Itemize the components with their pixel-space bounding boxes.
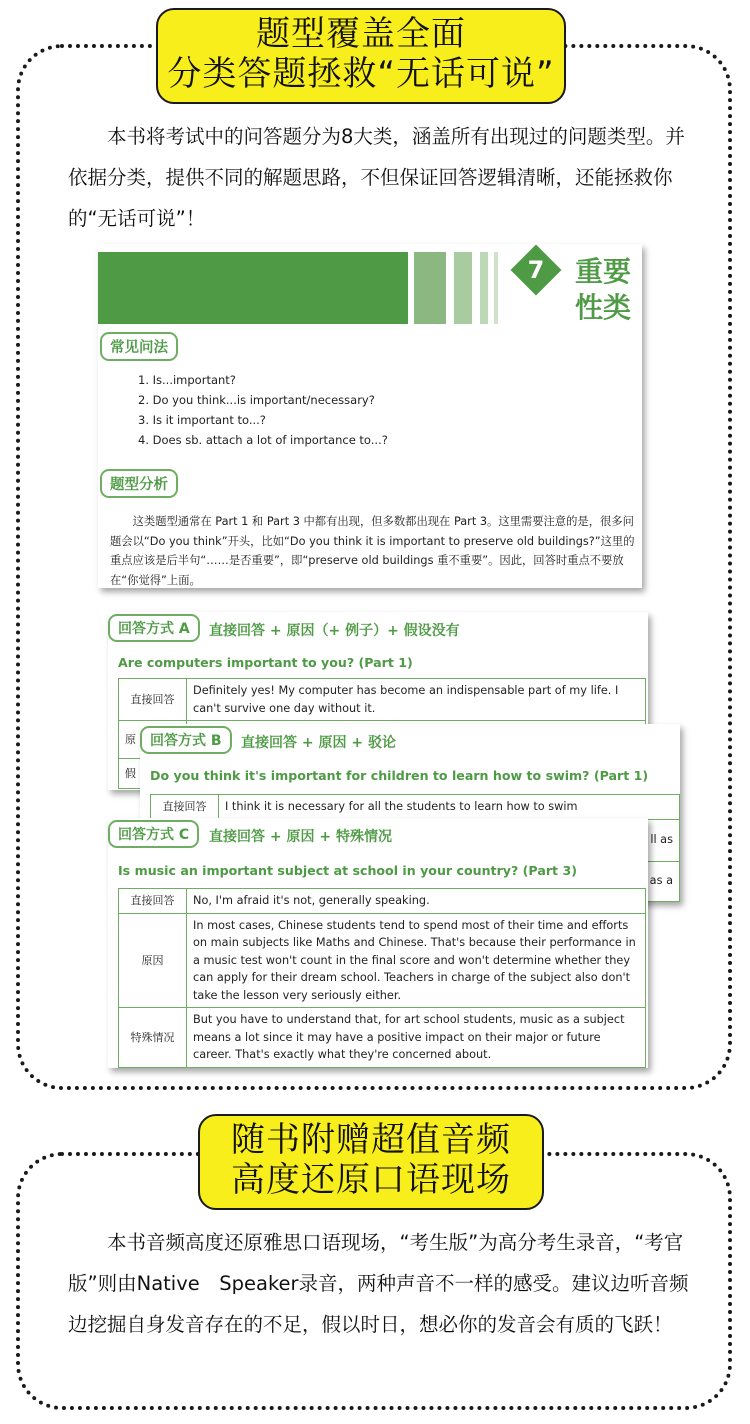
- row-text: ll as: [219, 819, 680, 861]
- list-item: 4. Does sb. attach a lot of importance to...?: [138, 433, 388, 447]
- answer-table: [118, 888, 646, 1068]
- row-label: 原: [119, 721, 187, 759]
- list-item: 1. Is...important?: [138, 373, 236, 387]
- banner-line: 分类答题拯救“无话可说”: [167, 54, 555, 94]
- table-row: [151, 795, 680, 820]
- list-item: 3. Is it important to...?: [138, 413, 266, 427]
- row-text: But you have to understand that, for art school students, music as a subject means a lot since it may have a positive impact on their major or future career. That's exactly what they're concerned about.: [187, 1008, 646, 1068]
- row-label: 特殊情况: [119, 1008, 187, 1068]
- chapter-title-line: 重要: [574, 255, 631, 288]
- header-bar: [98, 252, 408, 324]
- intro-text: 本书将考试中的问答题分为8大类，涵盖所有出现过的问题类型。并依据分类，提供不同的解题思路，不但保证回答逻辑清晰，还能拯救你的“无话可说”！: [68, 125, 685, 230]
- row-text: Definitely yes! My computer has become an indispensable part of my life. I can't survive one day without it.: [187, 679, 646, 721]
- table-row: [119, 1008, 646, 1068]
- chapter-number: 7: [527, 256, 545, 284]
- intro-text: 本书音频高度还原雅思口语现场，“考生版”为高分考生录音，“考官版”则由Native Speaker录音，两种声音不一样的感受。建议边听音频边挖掘自身发音存在的不足，假以时日，想必你的发音会有质的飞跃！: [68, 1231, 689, 1336]
- sample-question: Is music an important subject at school in your country? (Part 3): [118, 863, 577, 878]
- header-stripe: [480, 252, 488, 324]
- section-banner-bottom: [198, 1114, 544, 1210]
- header-stripe: [414, 252, 446, 324]
- row-label: 假: [119, 759, 187, 789]
- answer-card-c: [108, 818, 648, 1068]
- banner-line: 高度还原口语现场: [231, 1160, 511, 1200]
- book-page-sample: [98, 244, 642, 588]
- row-text: No, I'm afraid it's not, generally speaking.: [187, 889, 646, 914]
- row-label: 直接回答: [119, 889, 187, 914]
- common-questions-tag: 常见问法: [100, 332, 178, 361]
- row-text: I think it is necessary for all the students to learn how to swim: [219, 795, 680, 820]
- intro-paragraph-bottom: [68, 1222, 698, 1345]
- list-item: 2. Do you think...is important/necessary?: [138, 393, 375, 407]
- section-banner-top: [156, 8, 566, 104]
- chapter-title-line: 性类: [574, 291, 631, 324]
- row-label: 直接回答: [151, 795, 219, 820]
- table-row: [119, 913, 646, 1008]
- analysis-tag: 题型分析: [100, 469, 178, 498]
- sample-question: Do you think it's important for children to learn how to swim? (Part 1): [150, 768, 649, 783]
- header-stripe: [454, 252, 472, 324]
- row-text: In most cases, Chinese students tend to spend most of their time and efforts on main subjects like Maths and Chinese. That's because their performance in a music test won't count in the final score and won't determine whether they can apply for their dream school. Teachers in charge of the subject also don't take the lesson very seriously either.: [187, 913, 646, 1008]
- banner-line: 随书附赠超值音频: [231, 1120, 511, 1160]
- answer-method-heading: 直接回答 + 原因 + 特殊情况: [209, 829, 392, 845]
- table-row: [119, 679, 646, 721]
- banner-line: 题型覆盖全面: [256, 14, 466, 54]
- analysis-text: 这类题型通常在 Part 1 和 Part 3 中都有出现，但多数都出现在 Part 3。这里需要注意的是，很多问题会以“Do you think”开头，比如“Do you think it is important to preserve old buildings?”这里的重点应该是后半句“……是否重要”，即“preserve old buildings 重不重要”。因此，回答时重点不要放在“你觉得”上面。: [110, 515, 635, 587]
- sample-question: Are computers important to you? (Part 1): [118, 655, 413, 670]
- row-label: 直接回答: [119, 679, 187, 721]
- row-label: 原因: [119, 913, 187, 1008]
- answer-method-tag: 回答方式 B: [140, 726, 232, 754]
- question-list: [138, 370, 388, 450]
- answer-method-heading: 直接回答 + 原因（+ 例子）+ 假设没有: [209, 623, 460, 639]
- row-text: as a: [219, 861, 680, 901]
- header-stripe: [494, 252, 498, 324]
- answer-method-tag: 回答方式 C: [108, 820, 199, 848]
- answer-method-heading: 直接回答 + 原因 + 驳论: [241, 735, 396, 751]
- table-row: [119, 889, 646, 914]
- analysis-paragraph: [110, 512, 638, 588]
- chapter-title: [568, 254, 638, 326]
- intro-paragraph-top: [68, 116, 698, 239]
- answer-method-tag: 回答方式 A: [108, 614, 200, 642]
